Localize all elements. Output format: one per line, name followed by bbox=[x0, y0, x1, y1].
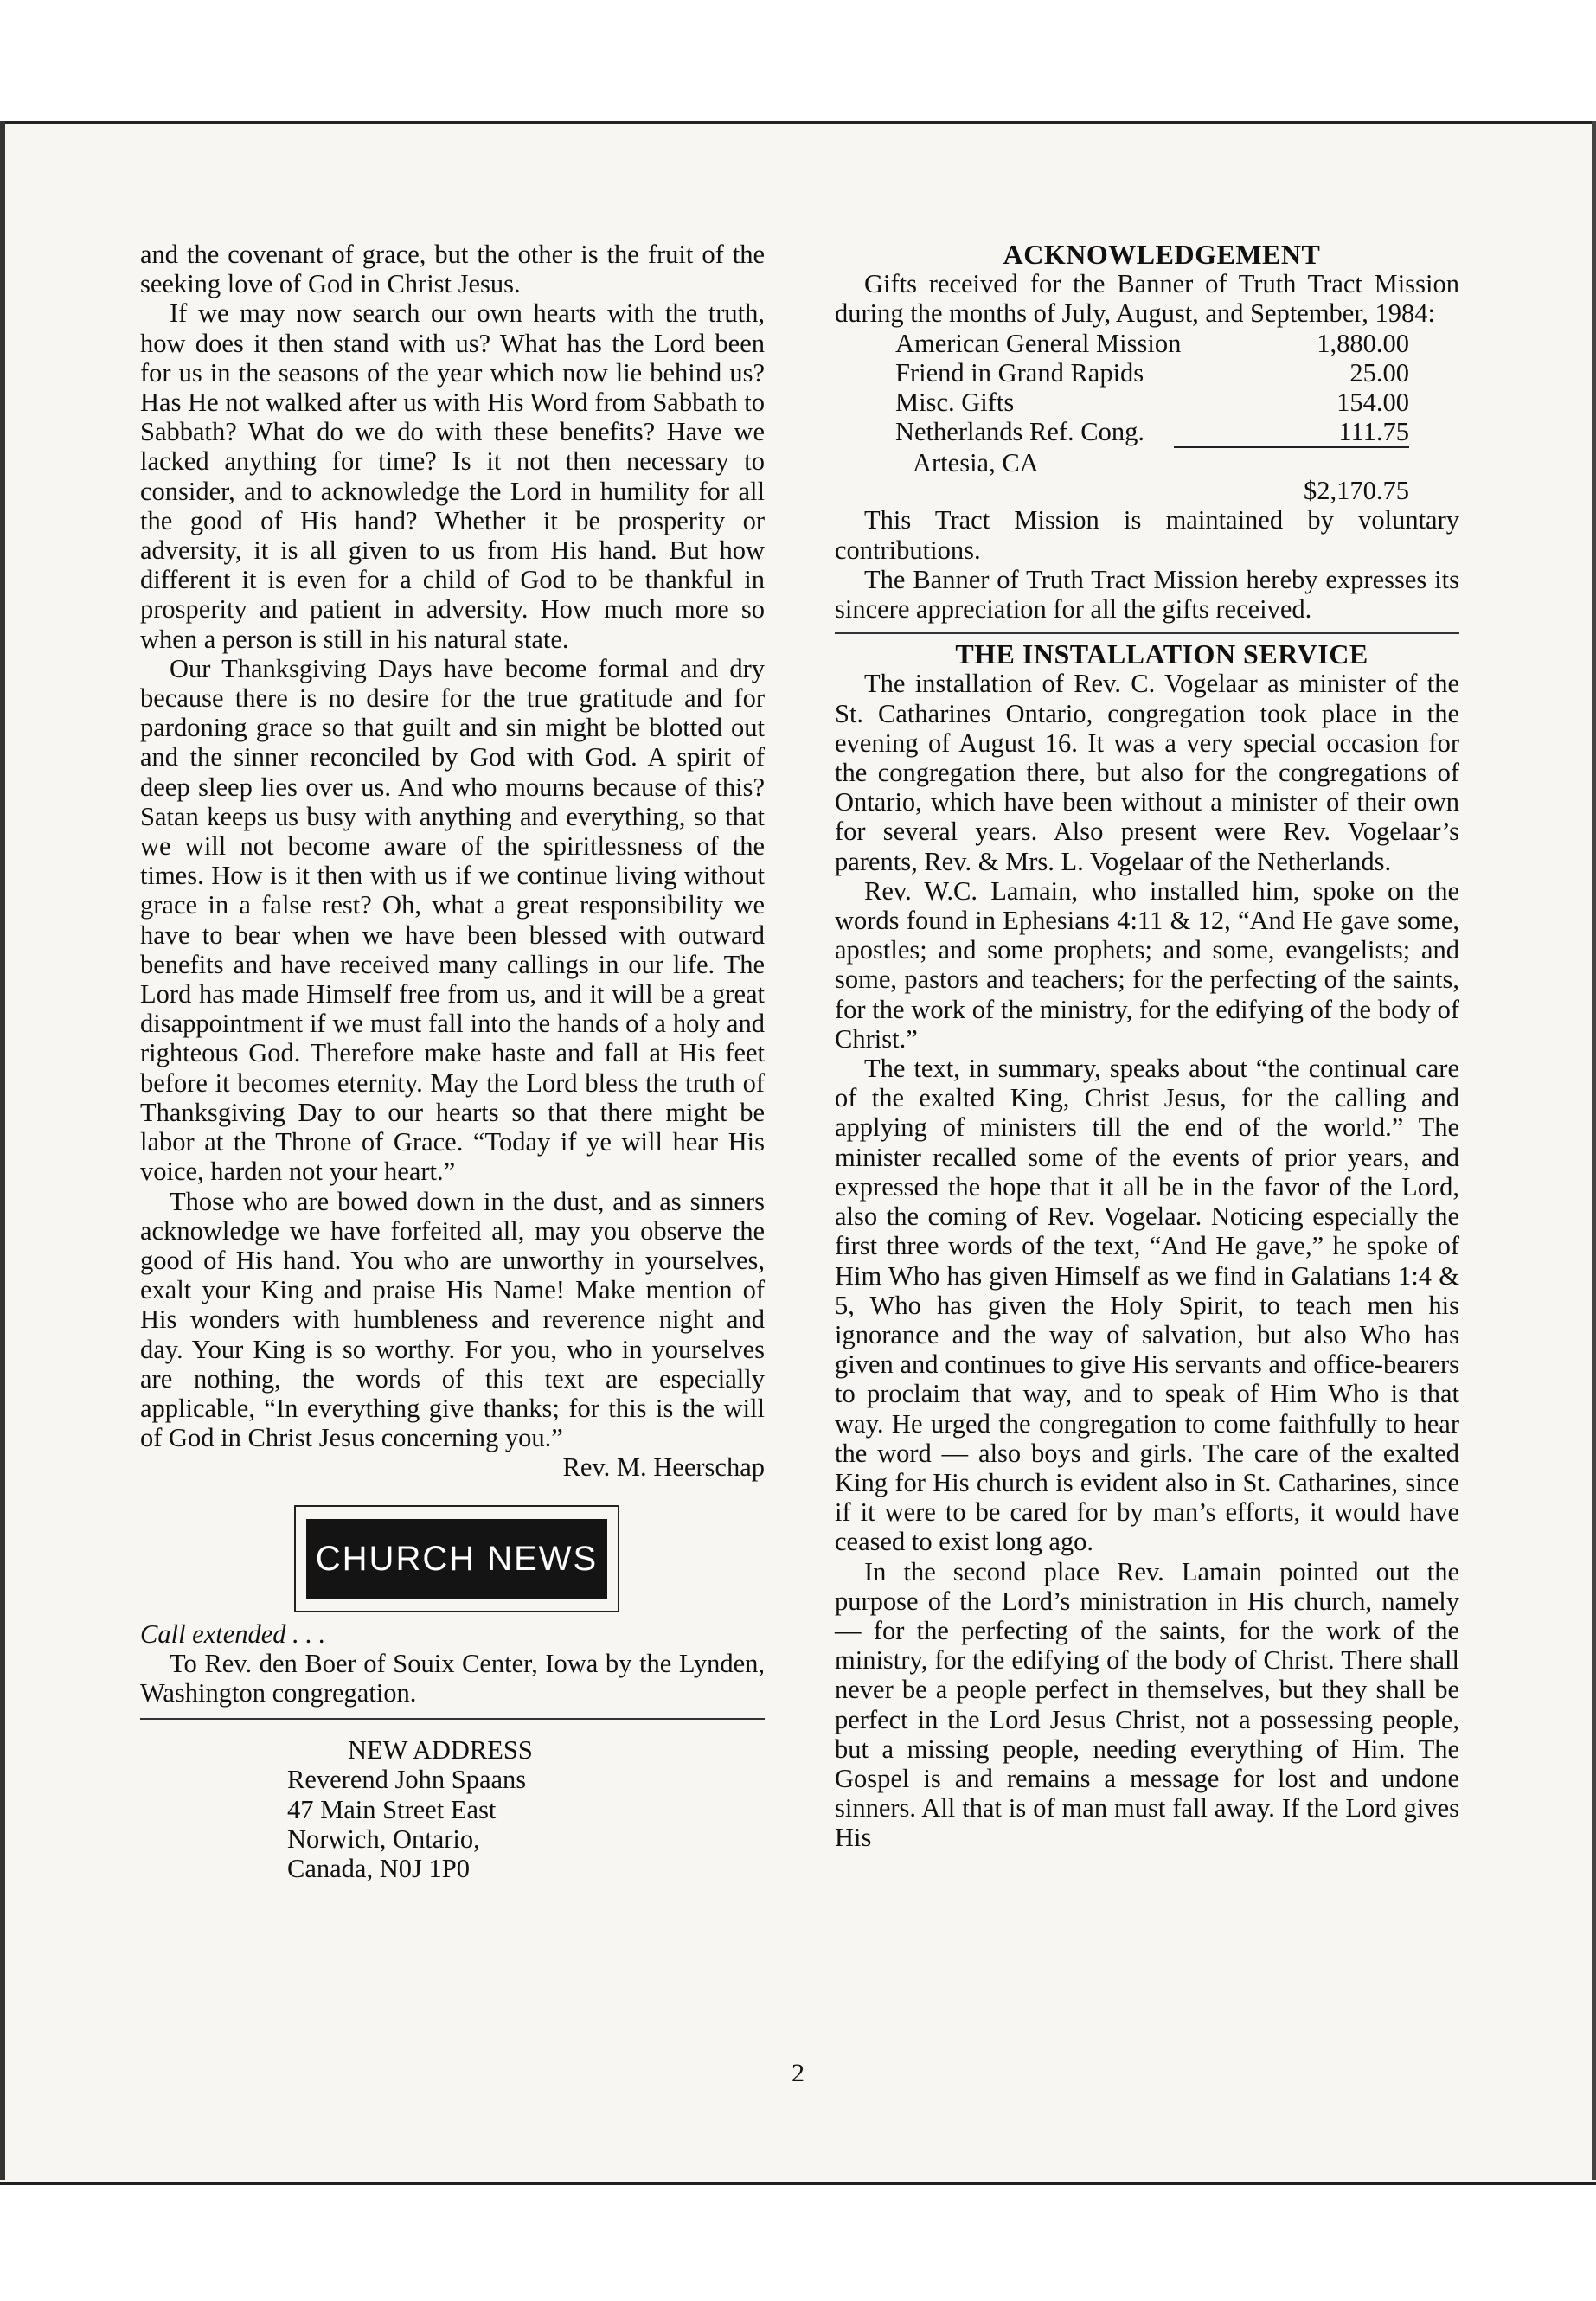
section-divider bbox=[140, 1718, 765, 1720]
installation-title: THE INSTALLATION SERVICE bbox=[955, 638, 1368, 670]
new-address-title: NEW ADDRESS bbox=[348, 1735, 533, 1766]
new-address-block bbox=[287, 1735, 765, 1883]
sermon-paragraph: Those who are bowed down in the dust, and as sinners acknowledge we have forfeited all, may you observe the good of His hand. You who are unworthy in yourselves, exalt your King and praise His Name! Make mention of His wonders with humbleness and reverence night and day. Your King is so worthy. For you, who in yourselves are nothing, the words of this text are especially applicable, “In everything give thanks; for this is the will of God in Christ Jesus concerning you.” bbox=[140, 1186, 765, 1453]
gift-row bbox=[835, 388, 1459, 417]
gift-location: Artesia, CA bbox=[913, 448, 1039, 478]
gift-name: Misc. Gifts bbox=[895, 388, 1015, 418]
address-line: Norwich, Ontario, bbox=[287, 1823, 480, 1854]
total-rule bbox=[1174, 446, 1409, 448]
installation-paragraph: Rev. W.C. Lamain, who installed him, spoke on the words found in Ephesians 4:11 & 12, “And He gave some, apostles; and some prophets; and some, evangelists; and some, pastors and teachers; for the perfecting of the saints, for the work of the ministry, for the edifying of the body of Christ.” bbox=[835, 875, 1459, 1054]
call-extended-text: To Rev. den Boer of Souix Center, Iowa by the Lynden, Washington congregation. bbox=[140, 1648, 765, 1708]
scan-edge-left bbox=[0, 121, 5, 2180]
address-line: Reverend John Spaans bbox=[287, 1765, 527, 1795]
call-extended-heading: Call extended . . . bbox=[140, 1618, 326, 1649]
gifts-total: $2,170.75 bbox=[1304, 476, 1409, 506]
address-line: Canada, N0J 1P0 bbox=[287, 1853, 470, 1883]
installation-paragraph: The text, in summary, speaks about “the continual care of the exalted King, Christ Jesus, for the calling and applying of ministers till the end of the world.” The minister recalled some of the events of prior years, and expressed the hope that it all be in the favor of the Lord, also the coming of Rev. Vogelaar. Noticing especially the first three words of the text, “And He gave,” he spoke of Him Who has given Himself as we find in Galatians 1:4 & 5, Who has given the Holy Spirit, to teach men his ignorance and the way of salvation, but also Who has given and continues to give His servants and office-bearers to proclaim that way, and to speak of Him Who is that way. He urged the congregation to come faithfully to hear the word — also boys and girls. The care of the exalted King for His church is evident also in St. Catharines, since if it were to be cared for by man’s efforts, it would have ceased to exist long ago. bbox=[835, 1054, 1459, 1557]
sermon-paragraph: If we may now search our own hearts with the truth, how does it then stand with us? What has the Lord been for us in the seasons of the year which now lie behind us? Has He not walked after us with His Word from Sabbath to Sabbath? What do we do with these benefits? Have we lacked anything for time? Is it not then necessary to consider, and to acknowledge the Lord in humility for all the good of His hand? Whether it be prosperity or adversity, it is all given to us from His hand. But how different it is even for a child of God to be thankful in prosperity and patient in adversity. How much more so when a person is still in his natural state. bbox=[140, 298, 765, 654]
installation-paragraph: In the second place Rev. Lamain pointed out the purpose of the Lord’s ministration in His church, namely — for the perfecting of the saints, for the work of the ministry, for the edifying of the body of Christ. There shall never be a people perfect in themselves, but they shall be perfect in the Lord Jesus Christ, not a possessing people, but a missing people, needing everything of Him. The Gospel is and remains a message for lost and undone sinners. All that is of man must fall away. If the Lord gives His bbox=[835, 1556, 1459, 1853]
sermon-paragraph: Our Thanksgiving Days have become formal and dry because there is no desire for the true gratitude and for pardoning grace so that guilt and sin might be blotted out and the sinner reconciled by God with God. A spirit of deep sleep lies over us. And who mourns because of this? Satan keeps us busy with anything and everything, so that we will not become aware of the spiritlessness of the times. How is it then with us if we continue living without grace in a false rest? Oh, what a great responsibility we have to bear when we have been blessed with outward benefits and have received many callings in our life. The Lord has made Himself free from us, and it will be a great disappointment if we must fall into the hands of a holy and righteous God. Therefore make haste and fall at His feet before it becomes eternity. May the Lord bless the truth of Thanksgiving Day to our hearts so that there might be labor at the Throne of Grace. “Today if ye will hear His voice, harden not your heart.” bbox=[140, 653, 765, 1187]
left-column bbox=[140, 240, 765, 1883]
church-news-box bbox=[294, 1505, 619, 1612]
church-news-banner bbox=[140, 1505, 765, 1612]
address-line: 47 Main Street East bbox=[287, 1794, 497, 1824]
gifts-list bbox=[835, 329, 1459, 506]
page-number: 2 bbox=[792, 2059, 804, 2087]
section-divider bbox=[835, 632, 1459, 634]
acknowledgement-paragraph: The Banner of Truth Tract Mission hereby expresses its sincere appreciation for all the gifts received. bbox=[835, 564, 1459, 625]
acknowledgement-paragraph: This Tract Mission is maintained by voluntary contributions. bbox=[835, 505, 1459, 565]
gift-amount: 111.75 bbox=[1338, 417, 1409, 447]
gift-row bbox=[835, 358, 1459, 388]
sermon-paragraph-continued: and the covenant of grace, but the other is the fruit of the seeking love of God in Christ Jesus. bbox=[140, 240, 765, 299]
right-column bbox=[835, 240, 1459, 1853]
author-signature: Rev. M. Heerschap bbox=[562, 1452, 765, 1483]
gift-name: Netherlands Ref. Cong. bbox=[895, 417, 1144, 447]
gift-row bbox=[835, 417, 1459, 446]
acknowledgement-title: ACKNOWLEDGEMENT bbox=[1003, 239, 1321, 270]
installation-paragraph: The installation of Rev. C. Vogelaar as minister of the St. Catharines Ontario, congregation took place in the evening of August 16. It was a very special occasion for the congregation there, but also for the congregations of Ontario, which have been without a minister of their own for several years. Also present were Rev. Vogelaar’s parents, Rev. & Mrs. L. Vogelaar of the Netherlands. bbox=[835, 669, 1459, 876]
gift-amount: 25.00 bbox=[1349, 357, 1409, 388]
gift-amount: 154.00 bbox=[1336, 388, 1409, 418]
acknowledgement-intro: Gifts received for the Banner of Truth Tract Mission during the months of July, August, and September, 1984: bbox=[835, 269, 1459, 329]
church-news-label: CHURCH NEWS bbox=[306, 1519, 607, 1599]
gift-amount: 1,880.00 bbox=[1317, 328, 1409, 358]
gift-name: Friend in Grand Rapids bbox=[895, 357, 1144, 388]
gift-row bbox=[835, 329, 1459, 358]
gift-name: American General Mission bbox=[895, 328, 1182, 358]
scan-edge-right bbox=[1592, 121, 1596, 2180]
gifts-total-block bbox=[835, 446, 1459, 505]
